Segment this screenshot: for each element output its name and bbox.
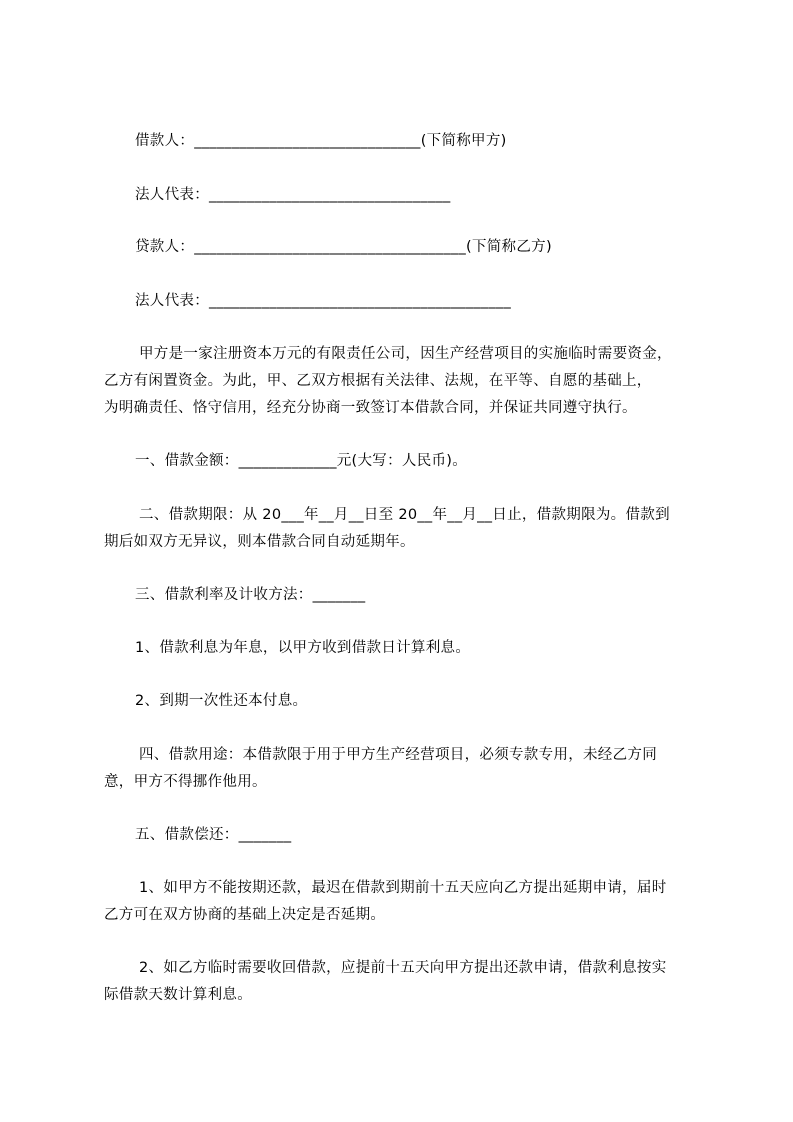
clause-4-purpose-line-1: 四、借款用途：本借款限于用于甲方生产经营项目，必须专款专用，未经乙方同 <box>139 747 657 763</box>
lender-line: 贷款人：____________________________________(下简称乙方) <box>135 239 552 255</box>
borrower-legal-rep-line: 法人代表：________________________________ <box>135 187 451 203</box>
clause-5-item-2-line-2: 际借款天数计算利息。 <box>104 987 252 1003</box>
clause-2-term-line-1: 二、借款期限：从 20___年__月__日至 20__年__月__日止，借款期限为。借款到 <box>139 507 670 523</box>
clause-2-term-line-2: 期后如双方无异议，则本借款合同自动延期年。 <box>104 534 415 550</box>
borrower-line: 借款人：______________________________(下简称甲方) <box>135 133 507 149</box>
preamble-line-3: 为明确责任、恪守信用，经充分协商一致签订本借款合同，并保证共同遵守执行。 <box>104 400 637 416</box>
clause-5-item-1-line-1: 1、如甲方不能按期还款，最迟在借款到期前十五天应向乙方提出延期申请，届时 <box>139 880 667 896</box>
clause-4-purpose-line-2: 意，甲方不得挪作他用。 <box>104 774 267 790</box>
clause-5-item-2-line-1: 2、如乙方临时需要收回借款，应提前十五天向甲方提出还款申请，借款利息按实 <box>139 960 667 976</box>
clause-3-interest: 三、借款利率及计收方法：_______ <box>135 587 366 603</box>
preamble-line-1: 甲方是一家注册资本万元的有限责任公司，因生产经营项目的实施临时需要资金， <box>139 346 672 362</box>
clause-3-item-1: 1、借款利息为年息，以甲方收到借款日计算利息。 <box>135 640 471 656</box>
clause-5-item-1-line-2: 乙方可在双方协商的基础上决定是否延期。 <box>104 907 386 923</box>
preamble-line-2: 乙方有闲置资金。为此，甲、乙双方根据有关法律、法规，在平等、自愿的基础上， <box>104 373 652 389</box>
clause-5-repayment: 五、借款偿还：_______ <box>135 827 292 843</box>
clause-1-amount: 一、借款金额：_____________元(大写：人民币)。 <box>135 453 468 469</box>
clause-3-item-2: 2、到期一次性还本付息。 <box>135 693 308 709</box>
lender-legal-rep-line: 法人代表：________________________________________ <box>135 293 511 309</box>
